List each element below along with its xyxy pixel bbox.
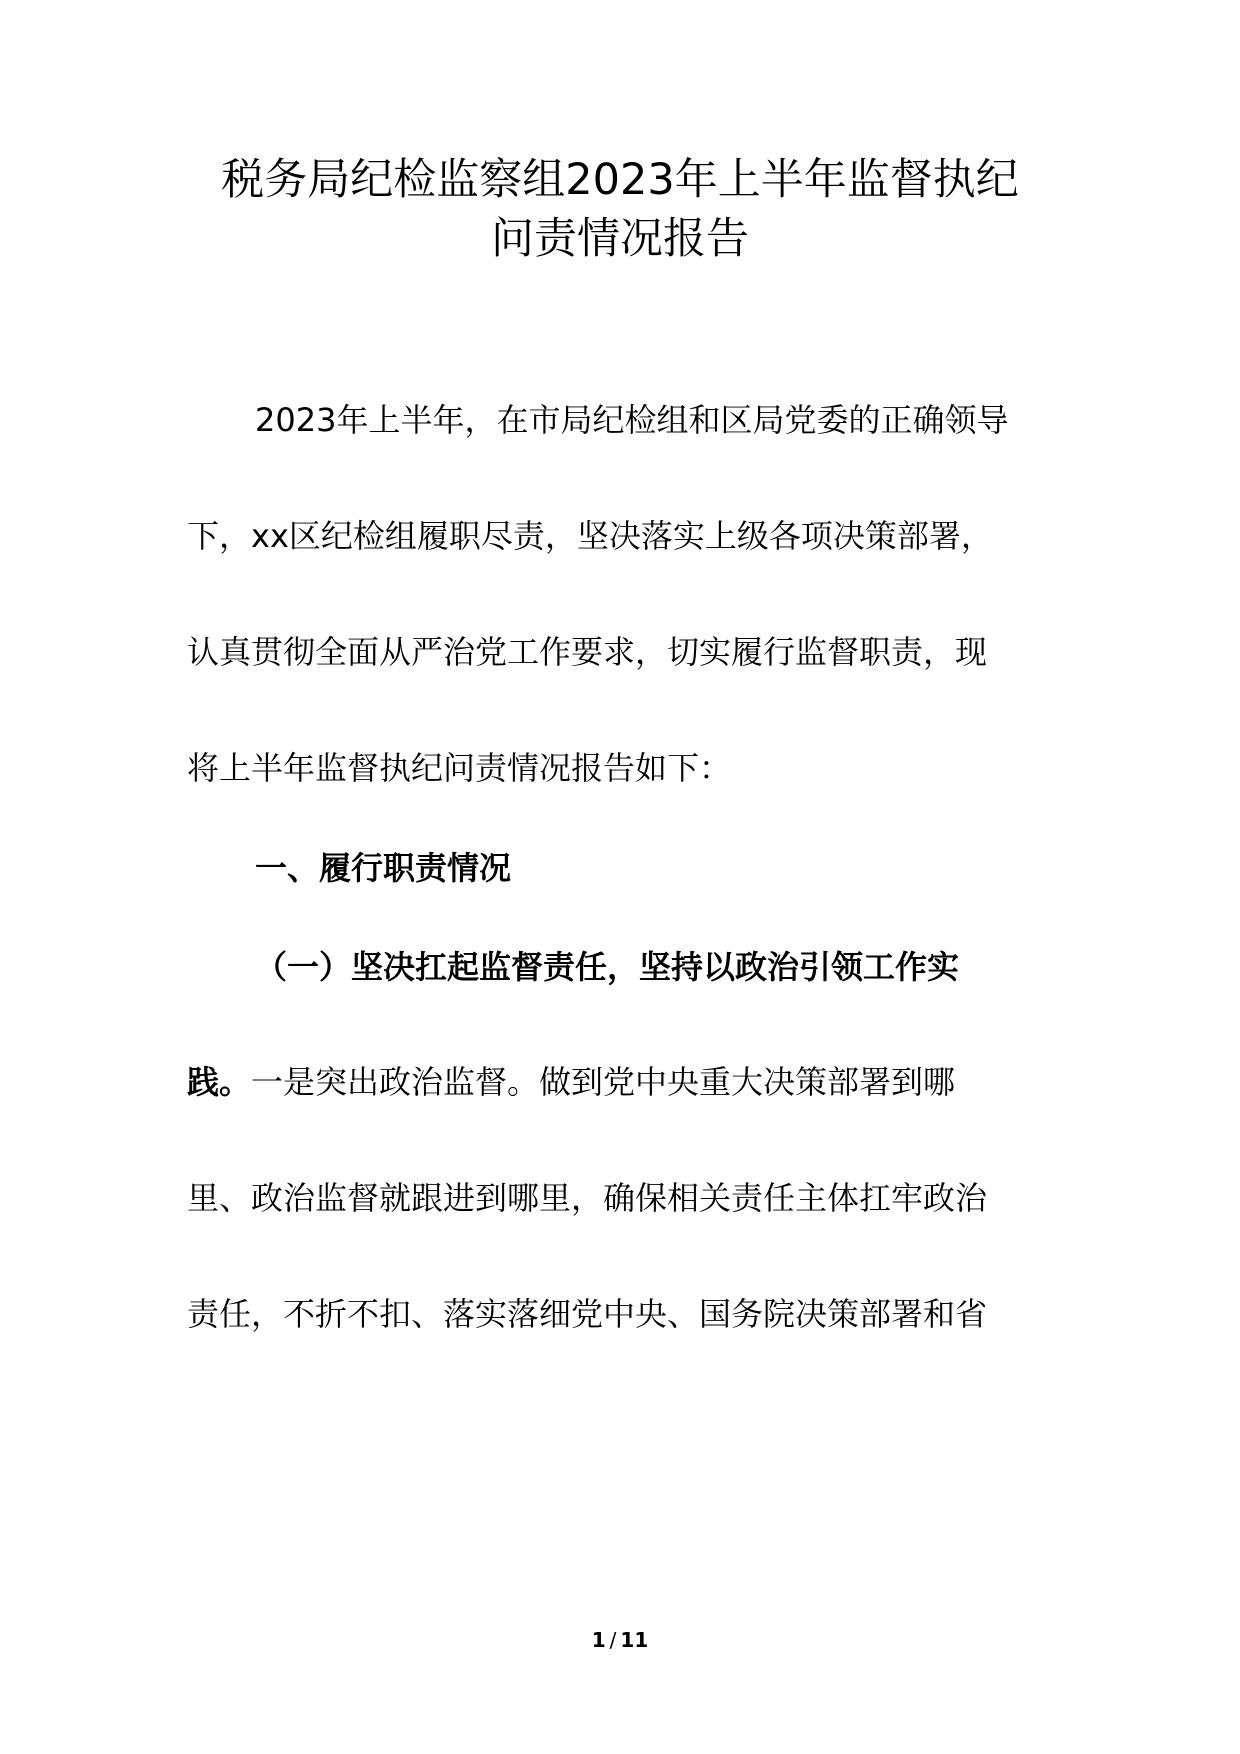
document-title-line-2: 问责情况报告 [491,214,749,264]
section-paragraph-line-3: 责任，不折不扣、落实落细党中央、国务院决策部署和省 [187,1295,988,1333]
section-heading: 一、履行职责情况 [255,849,512,887]
page-separator: / [609,1628,617,1652]
page-number [0,1626,1240,1654]
page-total: 11 [620,1628,649,1652]
section-paragraph-line-1 [187,1060,955,1104]
intro-paragraph-line-2: 下，xx区纪检组履职尽责，坚决落实上级各项决策部署， [187,517,993,555]
subsection-heading-line-1: （一）坚决扛起监督责任，坚持以政治引领工作实 [255,948,960,986]
paragraph-text: 一是突出政治监督。做到党中央重大决策部署到哪 [251,1063,956,1101]
document-title-line-1: 税务局纪检监察组2023年上半年监督执纪 [221,155,1019,205]
intro-paragraph-line-3: 认真贯彻全面从严治党工作要求，切实履行监督职责，现 [187,633,988,671]
intro-paragraph-line-4: 将上半年监督执纪问责情况报告如下： [187,749,732,787]
intro-paragraph-line-1: 2023年上半年，在市局纪检组和区局党委的正确领导 [255,401,1009,439]
page-current: 1 [591,1628,606,1652]
section-paragraph-line-2: 里、政治监督就跟进到哪里，确保相关责任主体扛牢政治 [187,1179,988,1217]
subsection-heading-end: 践。 [187,1063,252,1101]
